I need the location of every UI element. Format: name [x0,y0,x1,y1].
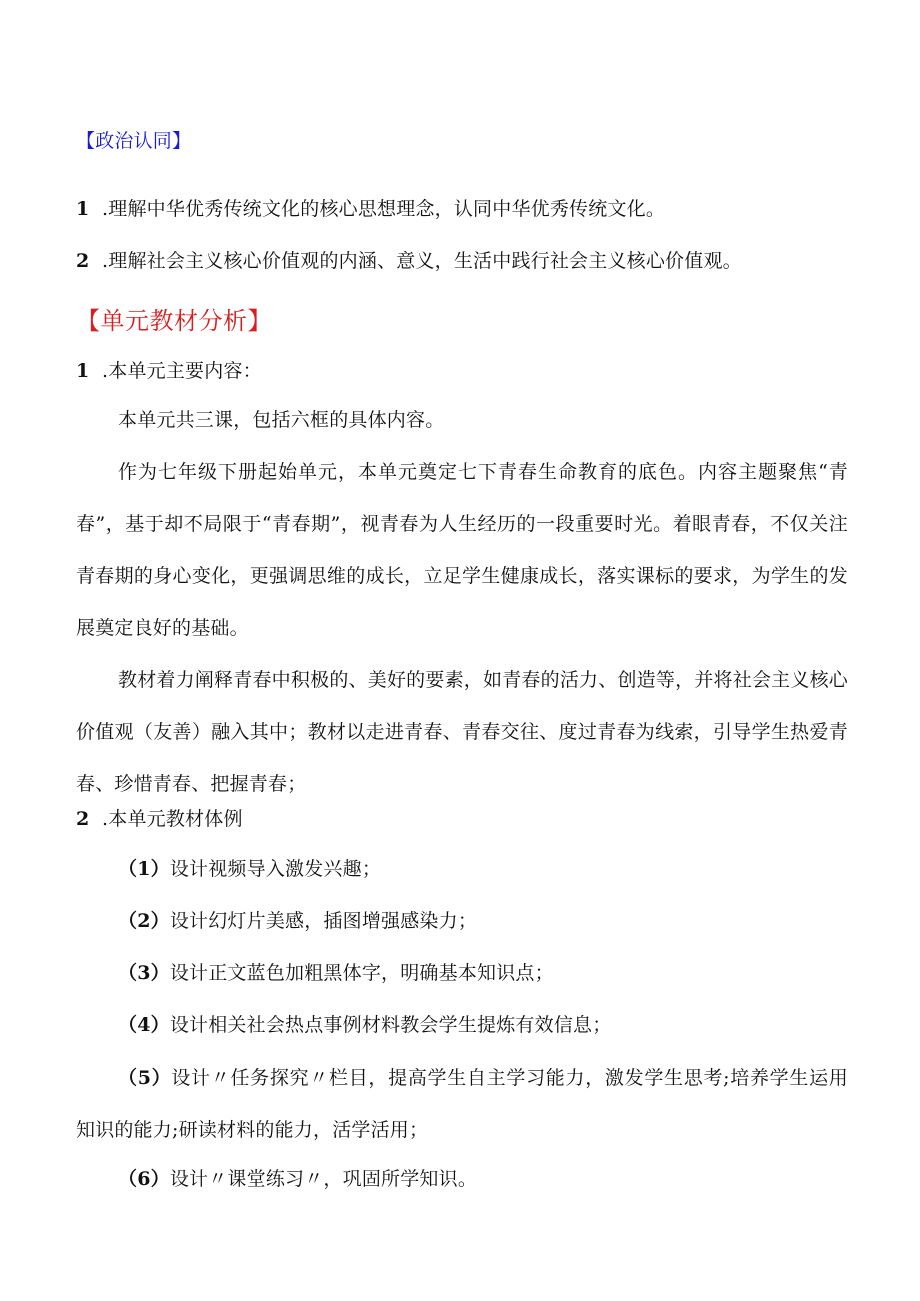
item-text: .理解中华优秀传统文化的核心思想理念，认同中华优秀传统文化。 [102,198,666,220]
item-text: 设计幻灯片美感，插图增强感染力； [169,910,478,932]
item-text: .理解社会主义核心价值观的内涵、意义，生活中践行社会主义核心价值观。 [102,250,742,272]
paragraph-1: 本单元共三课，包括六框的具体内容。 [118,409,445,431]
item-number: （5） [118,1067,172,1089]
structure-item-5 [76,1052,848,1156]
structure-item-6 [118,1166,477,1192]
structure-item-2 [118,908,477,934]
unit-analysis-heading: 【单元教材分析】 [76,307,272,335]
item-number: （6） [118,1168,170,1190]
section-title: .本单元主要内容： [102,360,262,382]
paragraph-2: 作为七年级下册起始单元，本单元奠定七下青春生命教育的底色。内容主题聚焦“青春”，基于却不局限于“青春期”，视青春为人生经历的一段重要时光。着眼青春，不仅关注青春期的身心变化，更强调思维的成长，立足学生健康成长，落实课标的要求，为学生的发展奠定良好的基础。 [76,461,848,639]
structure-item-1 [118,856,381,882]
item-text: 设计相关社会热点事例材料教会学生提炼有效信息； [169,1014,612,1036]
item-number: （1） [118,858,170,880]
item-number: 1 [76,198,90,220]
section-number: 2 [76,808,90,830]
structure-item-4 [118,1012,611,1038]
item-number: 2 [76,250,90,272]
item-text: 设计正文蓝色加粗黑体字，明确基本知识点； [169,962,554,984]
item-text: 设计视频导入激发兴趣； [169,858,382,880]
section-1-title [76,358,262,384]
section-number: 1 [76,360,90,382]
political-item-2 [76,248,742,274]
section-title: .本单元教材体例 [102,808,243,830]
political-item-1 [76,196,665,222]
item-number: （2） [118,910,170,932]
section-2-title [76,806,243,832]
item-text: 设计〃任务探究〃栏目，提高学生自主学习能力，激发学生思考;培养学生运用知识的能力;研读材料的能力，活学活用； [76,1067,848,1141]
item-number: （3） [118,962,170,984]
paragraph-3: 教材着力阐释青春中积极的、美好的要素，如青春的活力、创造等，并将社会主义核心价值观（友善）融入其中；教材以走进青春、青春交往、度过青春为线索，引导学生热爱青春、珍惜青春、把握青春； [76,669,848,795]
item-number: （4） [118,1014,170,1036]
structure-item-3 [118,960,554,986]
item-text: 设计〃课堂练习〃，巩固所学知识。 [169,1168,478,1190]
political-identity-heading: 【政治认同】 [76,130,192,152]
